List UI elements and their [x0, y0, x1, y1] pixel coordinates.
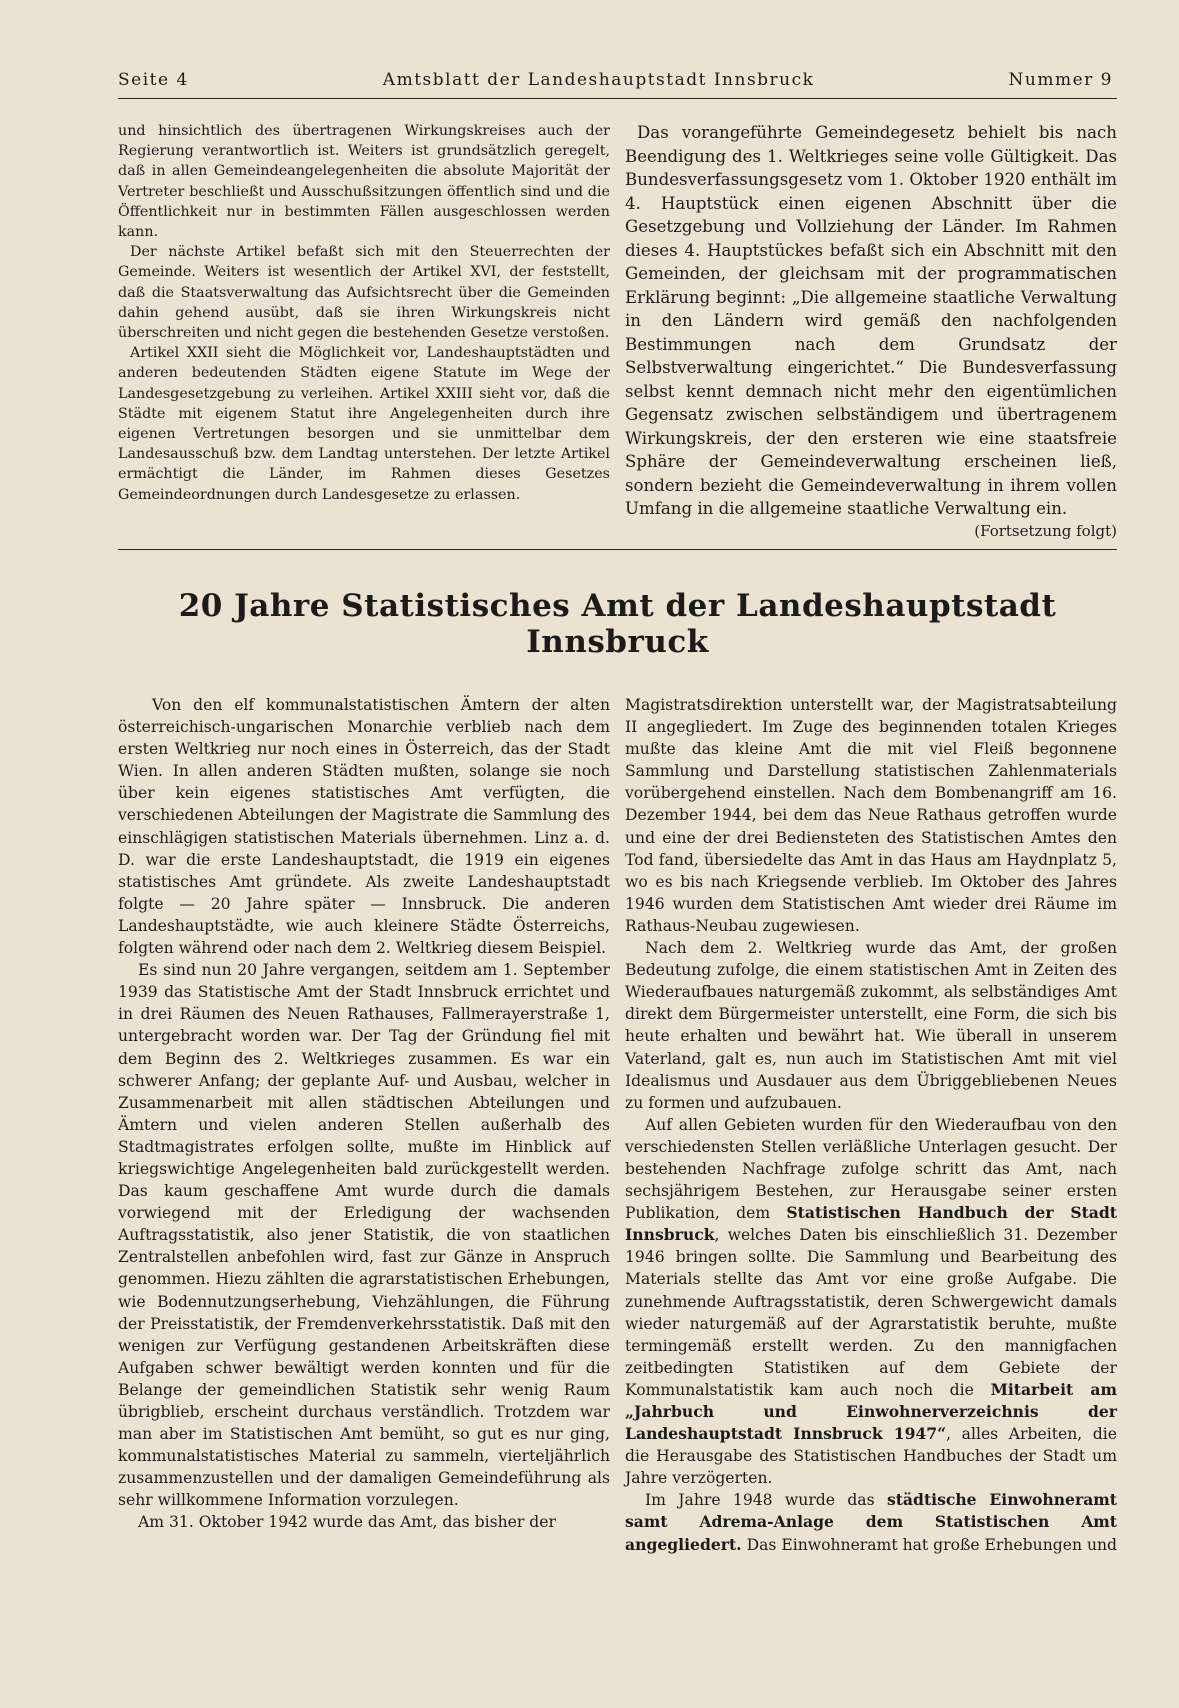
article-paragraph: Am 31. Oktober 1942 wurde das Amt, das bisher der [138, 1513, 556, 1532]
article-paragraph [625, 1489, 1117, 1555]
top-right-paragraph: Das vorangeführte Gemeindegesetz behielt bis nach Beendigung des 1. Weltkrieges seine volle Gültigkeit. Das Bundesverfassungsgesetz vom 1. Oktober 1920 enthält im 4. Hauptstück einen eigenen Abschnitt über die Gesetzgebung und Vollziehung der Länder. Im Rahmen dieses 4. Hauptstückes befaßt sich ein Abschnitt mit den Gemeinden, der gleichsam mit der programmatischen Erklärung beginnt: „Die allgemeine staatliche Verwaltung in den Ländern wird gemäß den nachfolgenden Bestimmungen nach dem Grundsatz der Selbstverwaltung eingerichtet.“ Die Bundesverfassung selbst kennt demnach nicht mehr den eigentümlichen Gegensatz zwischen selbständigem und übertragenem Wirkungskreis, der den ersteren wie eine staatsfreie Sphäre der Gemeindeverwaltung erscheinen ließ, sondern bezieht die Gemeindeverwaltung in ihrem vollen Umfang in die allgemeine staatliche Verwaltung ein. [625, 123, 1117, 518]
emphasized-text: städtische Einwohneramt samt Adrema-Anlage dem Statistischen Amt angegliedert. [625, 1490, 1118, 1554]
section-divider [118, 549, 1117, 550]
top-section [118, 121, 1117, 541]
top-left-paragraph: Artikel XXII sieht die Möglichkeit vor, Landeshauptstädten und anderen bedeutenden Städten eigene Statute im Wege der Landesgesetzgebung zu verleihen. Artikel XXIII sieht vor, daß die Städte mit eigenem Statut ihre Angelegenheiten durch ihre eigenen Vertretungen besorgen und sie unmittelbar dem Landesausschuß bzw. dem Landtag unterstehen. Der letzte Artikel ermächtigt die Länder, im Rahmen dieses Gesetzes Gemeindeordnungen durch Landesgesetze zu erlassen. [118, 345, 610, 503]
top-right-column [625, 121, 1117, 541]
article-body [118, 694, 1117, 1556]
page-label: Seite 4 [118, 70, 189, 90]
publication-name: Statistischen Handbuch der Stadt Innsbruck [625, 1203, 1117, 1245]
issue-number: Nummer 9 [1008, 70, 1113, 90]
yearbook-reference: Mitarbeit am „Jahrbuch und Einwohnerverzeichnis der Landeshauptstadt Innsbruck 1947“ [625, 1379, 1117, 1444]
text-run: , welches Daten bis einschließlich 31. Dezember 1946 bringen sollte. Die Sammlung und Bearbeitung des Materials stellte das Amt vor eine große Aufgabe. Die zunehmende Auftragsstatistik, deren Schwergewicht damals wieder naturgemäß auf der Agrarstatistik beruhte, mußte termingemäß erstellt werden. Zu den mannigfachen zeitbedingten Statistiken auf dem Gebiete der Kommunalstatistik kam auch noch die [625, 1226, 1117, 1399]
running-header [118, 70, 1117, 99]
publication-title: Amtsblatt der Landeshauptstadt Innsbruck [382, 70, 815, 90]
text-run: Im Jahre 1948 wurde das [645, 1491, 887, 1510]
article-paragraph: Von den elf kommunalstatistischen Ämtern der alten österreichisch-ungarischen Monarchie verblieb nach dem ersten Weltkrieg nur noch eines in Österreich, das der Stadt Wien. In allen anderen Städten mußten, solange sie noch über kein eigenes statistisches Amt verfügten, die verschiedenen Abteilungen der Magistrate die Sammlung des einschlägigen statistischen Materials übernehmen. Linz a. d. D. war die erste Landeshauptstadt, die 1919 ein eigenes statistisches Amt gründete. Als zweite Landeshauptstadt folgte — 20 Jahre später — Innsbruck. Die anderen Landeshauptstädte, wie auch kleinere Städte Österreichs, folgten während oder nach dem 2. Weltkrieg diesem Beispiel. [118, 696, 610, 958]
article-paragraph [625, 1114, 1117, 1490]
text-run: , alles Arbeiten, die die Herausgabe des Statistischen Handbuches der Stadt um Jahre verzögerten. [625, 1425, 1118, 1488]
text-run: Das Einwohneramt hat große Erhebungen und [741, 1535, 1118, 1554]
top-left-paragraph: Der nächste Artikel befaßt sich mit den Steuerrechten der Gemeinde. Weiters ist wesentlich der Artikel XVI, der feststellt, daß die Staatsverwaltung das Aufsichtsrecht über die Gemeinden dahin gehend ausübt, daß sie ihren Wirkungskreis nicht überschreiten und nicht gegen die bestehenden Gesetze verstoßen. [118, 244, 610, 342]
article-paragraph: Es sind nun 20 Jahre vergangen, seitdem am 1. September 1939 das Statistische Amt der Stadt Innsbruck errichtet und in drei Räumen des Neuen Rathauses, Fallmerayerstraße 1, untergebracht worden war. Der Tag der Gründung fiel mit dem Beginn des 2. Weltkrieges zusammen. Es war ein schwerer Anfang; der geplante Auf- und Ausbau, welcher in Zusammenarbeit mit allen städtischen Abteilungen und Ämtern und vielen anderen Stellen außerhalb des Stadtmagistrates erfolgen sollte, mußte im Hinblick auf kriegswichtige Angelegenheiten bald zurückgestellt werden. Das kaum geschaffene Amt wurde durch die damals vorwiegend mit der Erledigung der wachsenden Auftragsstatistik, also jener Statistik, die von staatlichen Zentralstellen anbefohlen wird, fast zur Gänze in Anspruch genommen. Hiezu zählten die agrarstatistischen Erhebungen, wie Bodennutzungserhebung, Viehzählungen, die Führung der Preisstatistik, der Fremdenverkehrsstatistik. Daß mit den wenigen zur Verfügung gestandenen Arbeitskräften diese Aufgaben schwer bewältigt werden konnten und für die Belange der gemeindlichen Statistik sehr wenig Raum übrigblieb, erscheint durchaus verständlich. Trotzdem war man aber im Statistischen Amt bemüht, so gut es nur ging, kommunalstatistisches Material zu sammeln, vierteljährlich zusammenzustellen und der damaligen Gemeindeführung als sehr willkommene Information vorzulegen. [118, 961, 610, 1510]
article-paragraph: Magistratsdirektion unterstellt war, der Magistratsabteilung II angegliedert. Im Zuge des beginnenden totalen Krieges mußte das kleine Amt die mit viel Fleiß begonnene Sammlung und Darstellung statistischen Zahlenmaterials vorübergehend einstellen. Nach dem Bombenangriff am 16. Dezember 1944, bei dem das Neue Rathaus getroffen wurde und eine der drei Bediensteten des Statistischen Amtes den Tod fand, übersiedelte das Amt in das Haus am Haydnplatz 5, wo es bis nach Kriegsende verblieb. Im Oktober des Jahres 1946 wurden dem Statistischen Amt wieder drei Räume im Rathaus-Neubau zugewiesen. [625, 696, 1117, 935]
top-left-column [118, 121, 610, 541]
continued-note: (Fortsetzung folgt) [974, 521, 1117, 540]
article-right-column [625, 694, 1117, 1556]
article-paragraph: Nach dem 2. Weltkrieg wurde das Amt, der großen Bedeutung zufolge, die einem statistischen Amt in Zeiten des Wiederaufbaues naturgemäß zukommt, als selbständiges Amt direkt dem Bürgermeister unterstellt, eine Form, die sich bis heute erhalten und bewährt hat. Wie überall in unserem Vaterland, galt es, nun auch im Statistischen Amt mit viel Idealismus und Ausdauer aus dem Übriggebliebenen Neues zu formen und aufzubauen. [625, 939, 1117, 1112]
text-run: Auf allen Gebieten wurden für den Wiederaufbau von den verschiedensten Stellen verläßliche Unterlagen gesucht. Der bestehenden Nachfrage zufolge schritt das Amt, nach sechsjährigem Bestehen, zur Herausgabe seiner ersten Publikation, dem [625, 1115, 1117, 1223]
article-headline: 20 Jahre Statistisches Amt der Landeshauptstadt Innsbruck [178, 588, 1057, 660]
top-left-paragraph: und hinsichtlich des übertragenen Wirkungskreises auch der Regierung verantwortlich ist. Weiters ist grundsätzlich geregelt, daß in allen Gemeindeangelegenheiten die absolute Majorität der Vertreter beschließt und Ausschußsitzungen öffentlich sind und die Öffentlichkeit nur in bestimmten Fällen ausgeschlossen werden kann. [118, 123, 610, 241]
article-left-column [118, 694, 610, 1556]
